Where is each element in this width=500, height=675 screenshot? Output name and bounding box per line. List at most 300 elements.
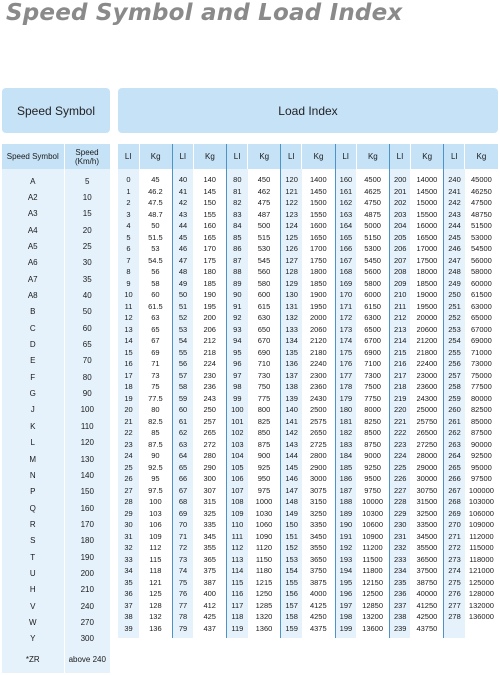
- load-kg-cell: 7750: [356, 393, 389, 405]
- load-index-cell: 87: [227, 255, 248, 267]
- load-kg-cell: 40000: [410, 588, 443, 600]
- load-kg-cell: 85: [139, 427, 172, 439]
- load-kg-cell: 125000: [465, 577, 498, 589]
- speed-row: [2, 614, 110, 630]
- load-kg-cell: 170: [193, 243, 226, 255]
- load-index-table: [118, 144, 499, 638]
- load-kg-cell: 71: [139, 358, 172, 370]
- load-kg-cell: 20000: [410, 312, 443, 324]
- load-kg-cell: 115000: [465, 542, 498, 554]
- speed-symbol-cell: U: [2, 565, 64, 581]
- load-kg-cell: 3250: [302, 508, 335, 520]
- load-kg-cell: 3350: [302, 519, 335, 531]
- load-kg-cell: 2430: [302, 393, 335, 405]
- load-index-cell: 120: [281, 169, 302, 186]
- load-index-cell: 90: [227, 289, 248, 301]
- load-kg-cell: 56: [139, 266, 172, 278]
- load-index-cell: 198: [335, 611, 356, 623]
- speed-row: [2, 467, 110, 483]
- load-kg-cell: 3450: [302, 531, 335, 543]
- load-index-cell: 222: [389, 427, 410, 439]
- load-index-cell: 124: [281, 220, 302, 232]
- load-index-cell: 185: [335, 462, 356, 474]
- load-row: [118, 266, 498, 278]
- load-kg-cell: 54.5: [139, 255, 172, 267]
- load-index-cell: 155: [281, 577, 302, 589]
- load-index-cell: 162: [335, 197, 356, 209]
- load-index-cell: 206: [389, 243, 410, 255]
- load-kg-cell: 515: [248, 232, 281, 244]
- speed-symbol-cell: F: [2, 369, 64, 385]
- load-kg-cell: 53: [139, 243, 172, 255]
- speed-row: [2, 189, 110, 205]
- load-index-cell: 66: [172, 473, 193, 485]
- speed-row: [2, 169, 110, 189]
- load-index-cell: 258: [444, 381, 465, 393]
- load-index-cell: 91: [227, 301, 248, 313]
- load-kg-cell: 850: [248, 427, 281, 439]
- speed-kmh-cell: 5: [64, 169, 110, 189]
- speed-symbol-cell: M: [2, 451, 64, 467]
- speed-symbol-cell: A3: [2, 206, 64, 222]
- load-kg-cell: 437: [193, 623, 226, 639]
- load-index-cell: 52: [172, 312, 193, 324]
- load-kg-cell: 25000: [410, 404, 443, 416]
- load-index-cell: 156: [281, 588, 302, 600]
- load-kg-cell: 23600: [410, 381, 443, 393]
- speed-row: [2, 582, 110, 598]
- load-index-cell: 78: [172, 611, 193, 623]
- load-index-cell: 86: [227, 243, 248, 255]
- load-kg-cell: 31500: [410, 496, 443, 508]
- load-kg-cell: 1250: [248, 588, 281, 600]
- load-kg-cell: 115: [139, 554, 172, 566]
- load-kg-cell: 1750: [302, 255, 335, 267]
- load-row: [118, 169, 498, 186]
- load-kg-cell: 27250: [410, 439, 443, 451]
- load-kg-cell: 54500: [465, 243, 498, 255]
- load-kg-cell: 21200: [410, 335, 443, 347]
- load-index-cell: 32: [118, 542, 139, 554]
- load-kg-cell: 6000: [356, 289, 389, 301]
- load-index-cell: 249: [444, 278, 465, 290]
- load-kg-cell: 17000: [410, 243, 443, 255]
- load-index-cell: 153: [281, 554, 302, 566]
- load-kg-cell: 109000: [465, 519, 498, 531]
- load-kg-cell: 450: [248, 169, 281, 186]
- load-index-cell: 173: [335, 324, 356, 336]
- load-index-cell: 108: [227, 496, 248, 508]
- load-kg-cell: 132: [139, 611, 172, 623]
- load-index-cell: 273: [444, 554, 465, 566]
- load-index-cell: 122: [281, 197, 302, 209]
- load-index-cell: 61: [172, 416, 193, 428]
- load-index-cell: 129: [281, 278, 302, 290]
- load-kg-cell: 1900: [302, 289, 335, 301]
- load-index-cell: 228: [389, 496, 410, 508]
- load-index-cell: 227: [389, 485, 410, 497]
- load-index-cell: 79: [172, 623, 193, 639]
- speed-row: [2, 647, 110, 673]
- load-index-cell: 159: [281, 623, 302, 639]
- load-index-cell: 57: [172, 370, 193, 382]
- speed-symbol-cell: L: [2, 435, 64, 451]
- load-index-cell: 111: [227, 531, 248, 543]
- load-kg-cell: 1850: [302, 278, 335, 290]
- load-index-cell: 226: [389, 473, 410, 485]
- load-kg-cell: 97.5: [139, 485, 172, 497]
- load-kg-cell: 4250: [302, 611, 335, 623]
- speed-kmh-cell: 110: [64, 418, 110, 434]
- load-kg-cell: 8000: [356, 404, 389, 416]
- load-row: [118, 439, 498, 451]
- load-index-cell: 150: [281, 519, 302, 531]
- load-row: [118, 335, 498, 347]
- load-index-cell: 213: [389, 324, 410, 336]
- load-index-cell: 134: [281, 335, 302, 347]
- load-kg-cell: 300: [193, 473, 226, 485]
- load-index-cell: 252: [444, 312, 465, 324]
- load-kg-cell: 48750: [465, 209, 498, 221]
- load-kg-cell: 23000: [410, 370, 443, 382]
- load-index-cell: 45: [172, 232, 193, 244]
- speed-symbol-cell: D: [2, 336, 64, 352]
- speed-kmh-cell: 270: [64, 614, 110, 630]
- load-index-cell: 13: [118, 324, 139, 336]
- li-column-header: LI: [444, 144, 465, 169]
- load-index-cell: 183: [335, 439, 356, 451]
- load-kg-cell: 1400: [302, 169, 335, 186]
- load-kg-cell: 670: [248, 335, 281, 347]
- load-kg-cell: 4500: [356, 169, 389, 186]
- load-index-cell: 137: [281, 370, 302, 382]
- load-kg-cell: 3000: [302, 473, 335, 485]
- load-index-cell: 199: [335, 623, 356, 639]
- load-kg-cell: 14000: [410, 169, 443, 186]
- load-index-cell: 148: [281, 496, 302, 508]
- load-index-cell: 262: [444, 427, 465, 439]
- load-kg-cell: 20600: [410, 324, 443, 336]
- load-index-cell: 12: [118, 312, 139, 324]
- load-index-cell: 240: [444, 169, 465, 186]
- load-kg-cell: 175: [193, 255, 226, 267]
- load-kg-cell: 18000: [410, 266, 443, 278]
- load-kg-cell: 165: [193, 232, 226, 244]
- load-index-cell: 259: [444, 393, 465, 405]
- load-kg-cell: 7500: [356, 381, 389, 393]
- load-kg-cell: 1360: [248, 623, 281, 639]
- load-index-cell: 275: [444, 577, 465, 589]
- load-index-cell: 234: [389, 565, 410, 577]
- load-index-cell: 59: [172, 393, 193, 405]
- load-index-cell: 56: [172, 358, 193, 370]
- load-index-cell: 200: [389, 169, 410, 186]
- load-index-cell: 107: [227, 485, 248, 497]
- load-index-cell: 195: [335, 577, 356, 589]
- load-index-cell: 75: [172, 577, 193, 589]
- load-kg-cell: 58: [139, 278, 172, 290]
- speed-row: [2, 598, 110, 614]
- load-kg-cell: 206: [193, 324, 226, 336]
- load-kg-cell: 13600: [356, 623, 389, 639]
- load-kg-cell: 12150: [356, 577, 389, 589]
- load-index-cell: 106: [227, 473, 248, 485]
- load-index-cell: 119: [227, 623, 248, 639]
- load-index-cell: 169: [335, 278, 356, 290]
- load-index-cell: 253: [444, 324, 465, 336]
- load-kg-cell: 35500: [410, 542, 443, 554]
- load-index-cell: 152: [281, 542, 302, 554]
- load-kg-cell: 41250: [410, 600, 443, 612]
- load-index-cell: 176: [335, 358, 356, 370]
- speed-row: [2, 402, 110, 418]
- load-kg-cell: 32500: [410, 508, 443, 520]
- speed-symbol-cell: J: [2, 402, 64, 418]
- load-kg-cell: 600: [248, 289, 281, 301]
- load-row: [118, 542, 498, 554]
- load-kg-cell: 80000: [465, 393, 498, 405]
- load-kg-cell: 545: [248, 255, 281, 267]
- load-kg-cell: 19000: [410, 289, 443, 301]
- load-kg-cell: 125: [139, 588, 172, 600]
- load-kg-cell: 60000: [465, 278, 498, 290]
- load-index-cell: 72: [172, 542, 193, 554]
- load-index-cell: 136: [281, 358, 302, 370]
- load-kg-cell: 5800: [356, 278, 389, 290]
- load-kg-cell: 75000: [465, 370, 498, 382]
- load-index-cell: 225: [389, 462, 410, 474]
- load-kg-cell: 37500: [410, 565, 443, 577]
- load-index-cell: 84: [227, 220, 248, 232]
- load-index-cell: 99: [227, 393, 248, 405]
- load-kg-cell: 530: [248, 243, 281, 255]
- load-row: [118, 186, 498, 198]
- load-index-cell: 167: [335, 255, 356, 267]
- load-index-cell: 54: [172, 335, 193, 347]
- kg-column-header: Kg: [410, 144, 443, 169]
- load-index-cell: 138: [281, 381, 302, 393]
- load-kg-cell: 475: [248, 197, 281, 209]
- load-index-cell: 271: [444, 531, 465, 543]
- load-row: [118, 531, 498, 543]
- load-kg-cell: 51.5: [139, 232, 172, 244]
- load-index-cell: 37: [118, 600, 139, 612]
- load-index-cell: 15: [118, 347, 139, 359]
- load-kg-cell: 15500: [410, 209, 443, 221]
- load-kg-cell: 34500: [410, 531, 443, 543]
- load-kg-cell: 560: [248, 266, 281, 278]
- load-kg-cell: 26500: [410, 427, 443, 439]
- load-kg-cell: 100: [139, 496, 172, 508]
- load-kg-cell: 43750: [410, 623, 443, 639]
- load-kg-cell: 82.5: [139, 416, 172, 428]
- load-kg-cell: 100000: [465, 485, 498, 497]
- load-index-cell: 71: [172, 531, 193, 543]
- load-table-header-row: [118, 144, 498, 169]
- load-kg-cell: 1000: [248, 496, 281, 508]
- load-index-cell: 33: [118, 554, 139, 566]
- load-kg-cell: 77500: [465, 381, 498, 393]
- load-kg-cell: 140: [193, 169, 226, 186]
- load-index-cell: 186: [335, 473, 356, 485]
- load-index-cell: 248: [444, 266, 465, 278]
- kg-column-header: Kg: [248, 144, 281, 169]
- load-index-cell: 109: [227, 508, 248, 520]
- load-index-cell: 151: [281, 531, 302, 543]
- load-kg-cell: 60: [139, 289, 172, 301]
- page-title: Speed Symbol and Load Index: [6, 0, 403, 26]
- load-index-cell: 53: [172, 324, 193, 336]
- load-kg-cell: 67: [139, 335, 172, 347]
- load-kg-cell: 77.5: [139, 393, 172, 405]
- load-kg-cell: 775: [248, 393, 281, 405]
- load-kg-cell: 6700: [356, 335, 389, 347]
- load-kg-cell: 335: [193, 519, 226, 531]
- speed-kmh-cell: 160: [64, 500, 110, 516]
- speed-symbol-cell: C: [2, 320, 64, 336]
- load-index-cell: 171: [335, 301, 356, 313]
- load-kg-cell: 25750: [410, 416, 443, 428]
- load-kg-cell: 2060: [302, 324, 335, 336]
- load-index-cell: 266: [444, 473, 465, 485]
- load-kg-cell: 45000: [465, 169, 498, 186]
- speed-symbol-header: Speed Symbol: [2, 88, 110, 133]
- load-kg-cell: 97500: [465, 473, 498, 485]
- load-kg-cell: 30750: [410, 485, 443, 497]
- load-kg-cell: 250: [193, 404, 226, 416]
- load-index-cell: 233: [389, 554, 410, 566]
- load-kg-cell: 69: [139, 347, 172, 359]
- load-index-cell: 178: [335, 381, 356, 393]
- load-kg-cell: 9500: [356, 473, 389, 485]
- load-index-cell: 50: [172, 289, 193, 301]
- load-kg-cell: 92.5: [139, 462, 172, 474]
- speed-kmh-cell: 35: [64, 271, 110, 287]
- load-index-cell: 256: [444, 358, 465, 370]
- load-kg-cell: 1500: [302, 197, 335, 209]
- load-kg-cell: 185: [193, 278, 226, 290]
- load-index-cell: 165: [335, 232, 356, 244]
- load-kg-cell: 85000: [465, 416, 498, 428]
- speed-symbol-cell: R: [2, 516, 64, 532]
- load-index-cell: 98: [227, 381, 248, 393]
- load-kg-cell: 46250: [465, 186, 498, 198]
- load-index-cell: 4: [118, 220, 139, 232]
- speed-row: [2, 222, 110, 238]
- load-kg-cell: 53000: [465, 232, 498, 244]
- load-index-cell: 218: [389, 381, 410, 393]
- load-kg-cell: 925: [248, 462, 281, 474]
- load-row: [118, 220, 498, 232]
- load-kg-cell: 400: [193, 588, 226, 600]
- load-kg-cell: 109: [139, 531, 172, 543]
- load-index-cell: 190: [335, 519, 356, 531]
- speed-symbol-cell: A8: [2, 287, 64, 303]
- load-index-cell: 63: [172, 439, 193, 451]
- load-kg-cell: 16000: [410, 220, 443, 232]
- speed-kmh-cell: 210: [64, 582, 110, 598]
- load-index-cell: 7: [118, 255, 139, 267]
- load-kg-cell: 4625: [356, 186, 389, 198]
- load-index-cell: 269: [444, 508, 465, 520]
- load-index-cell: 163: [335, 209, 356, 221]
- load-kg-cell: 290: [193, 462, 226, 474]
- speed-symbol-cell: A7: [2, 271, 64, 287]
- load-row: [118, 197, 498, 209]
- load-index-cell: 194: [335, 565, 356, 577]
- load-kg-cell: 11800: [356, 565, 389, 577]
- load-index-cell: 133: [281, 324, 302, 336]
- speed-symbol-cell: N: [2, 467, 64, 483]
- load-kg-cell: 1600: [302, 220, 335, 232]
- load-index-cell: 82: [227, 197, 248, 209]
- load-kg-cell: 67000: [465, 324, 498, 336]
- load-kg-cell: 180: [193, 266, 226, 278]
- load-kg-cell: 6900: [356, 347, 389, 359]
- load-row: [118, 554, 498, 566]
- load-index-cell: 89: [227, 278, 248, 290]
- load-kg-cell: 5450: [356, 255, 389, 267]
- load-index-cell: 149: [281, 508, 302, 520]
- load-index-cell: 203: [389, 209, 410, 221]
- load-kg-cell: 22400: [410, 358, 443, 370]
- load-kg-cell: 387: [193, 577, 226, 589]
- load-kg-cell: 51500: [465, 220, 498, 232]
- speed-symbol-cell: A6: [2, 255, 64, 271]
- speed-row: [2, 255, 110, 271]
- load-kg-cell: 95: [139, 473, 172, 485]
- load-kg-cell: 65000: [465, 312, 498, 324]
- load-index-cell: 188: [335, 496, 356, 508]
- load-kg-cell: 48.7: [139, 209, 172, 221]
- load-index-cell: 103: [227, 439, 248, 451]
- load-kg-cell: 1180: [248, 565, 281, 577]
- load-index-cell: 42: [172, 197, 193, 209]
- load-kg-cell: 750: [248, 381, 281, 393]
- load-kg-cell: 8750: [356, 439, 389, 451]
- kg-column-header: Kg: [356, 144, 389, 169]
- load-index-cell: 202: [389, 197, 410, 209]
- load-index-cell: 36: [118, 588, 139, 600]
- speed-symbol-cell: Y: [2, 631, 64, 647]
- load-kg-cell: 75: [139, 381, 172, 393]
- li-column-header: LI: [227, 144, 248, 169]
- load-index-cell: 204: [389, 220, 410, 232]
- load-index-cell: 179: [335, 393, 356, 405]
- load-index-cell: 123: [281, 209, 302, 221]
- load-kg-cell: 24300: [410, 393, 443, 405]
- speed-symbol-cell: E: [2, 353, 64, 369]
- load-index-cell: 247: [444, 255, 465, 267]
- load-kg-cell: 1950: [302, 301, 335, 313]
- load-kg-cell: 13200: [356, 611, 389, 623]
- load-index-cell: 224: [389, 450, 410, 462]
- load-kg-cell: 6500: [356, 324, 389, 336]
- load-index-cell: 69: [172, 508, 193, 520]
- load-kg-cell: 212: [193, 335, 226, 347]
- load-index-cell: 95: [227, 347, 248, 359]
- speed-symbol-cell: T: [2, 549, 64, 565]
- load-kg-cell: 1450: [302, 186, 335, 198]
- load-index-cell: 67: [172, 485, 193, 497]
- speed-row: [2, 451, 110, 467]
- load-index-cell: 251: [444, 301, 465, 313]
- load-index-cell: 276: [444, 588, 465, 600]
- load-kg-cell: 82500: [465, 404, 498, 416]
- load-index-cell: 34: [118, 565, 139, 577]
- speed-kmh-cell: 90: [64, 385, 110, 401]
- load-index-cell: 5: [118, 232, 139, 244]
